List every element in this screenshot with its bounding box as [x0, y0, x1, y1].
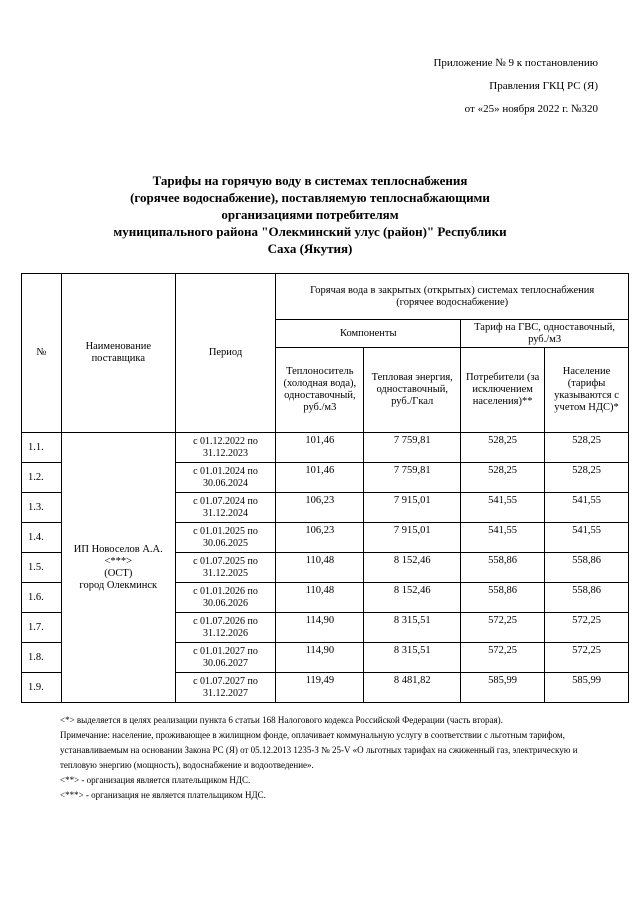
title-line: организациями потребителям	[221, 207, 399, 222]
footnotes	[60, 713, 605, 803]
thermal-energy-value: 8 152,46	[364, 583, 461, 613]
thermal-energy-value: 7 915,01	[364, 523, 461, 553]
col-header-tariff: Тариф на ГВС, одноставочный, руб./м3	[461, 320, 629, 348]
coolant-value: 114,90	[276, 613, 364, 643]
coolant-value: 101,46	[276, 433, 364, 463]
appendix-line: Приложение № 9 к постановлению	[433, 57, 598, 69]
thermal-energy-value: 8 152,46	[364, 553, 461, 583]
authority-line: Правления ГКЦ РС (Я)	[489, 80, 598, 92]
consumers-tariff: 572,25	[461, 613, 545, 643]
resolution-date-line: от «25» ноября 2022 г. №320	[464, 103, 598, 115]
col-header-population: Население (тарифы указываются с учетом НДС)*	[545, 348, 629, 433]
population-tariff: 558,86	[545, 583, 629, 613]
footnote-vat-payer: <**> - организация является плательщиком НДС.	[60, 775, 251, 785]
row-number: 1.1.	[22, 433, 62, 463]
supplier-marker: <***>	[104, 555, 133, 567]
thermal-energy-value: 7 759,81	[364, 433, 461, 463]
period-start: с 01.07.2026 по	[193, 615, 258, 627]
period-cell	[175, 463, 276, 493]
thermal-energy-value: 7 915,01	[364, 493, 461, 523]
period-start: с 01.01.2024 по	[193, 465, 258, 477]
period-start: с 01.01.2026 по	[193, 585, 258, 597]
consumers-tariff: 528,25	[461, 433, 545, 463]
row-number: 1.7.	[22, 613, 62, 643]
consumers-tariff: 541,55	[461, 493, 545, 523]
supplier-cell	[61, 433, 175, 703]
consumers-tariff: 528,25	[461, 463, 545, 493]
population-tariff: 528,25	[545, 433, 629, 463]
row-number: 1.2.	[22, 463, 62, 493]
col-header-thermal-energy: Тепловая энергия, одноставочный, руб./Гкал	[364, 348, 461, 433]
row-number: 1.9.	[22, 673, 62, 703]
tariff-table	[21, 273, 629, 703]
population-tariff: 558,86	[545, 553, 629, 583]
consumers-tariff: 558,86	[461, 583, 545, 613]
row-number: 1.3.	[22, 493, 62, 523]
period-start: с 01.12.2022 по	[193, 435, 258, 447]
table-row	[22, 433, 629, 463]
population-tariff: 585,99	[545, 673, 629, 703]
supplier-tax-system: (ОСТ)	[104, 567, 133, 579]
row-number: 1.6.	[22, 583, 62, 613]
consumers-tariff: 541,55	[461, 523, 545, 553]
coolant-value: 114,90	[276, 643, 364, 673]
thermal-energy-value: 8 315,51	[364, 613, 461, 643]
population-tariff: 572,25	[545, 643, 629, 673]
col-header-num: №	[22, 274, 62, 433]
title-line: муниципального района "Олекминский улус (район)" Республики	[113, 224, 507, 239]
col-header-supplier: Наименование поставщика	[61, 274, 175, 433]
period-end: 31.12.2026	[203, 627, 249, 639]
period-end: 30.06.2026	[203, 597, 249, 609]
thermal-energy-value: 7 759,81	[364, 463, 461, 493]
period-end: 31.12.2025	[203, 567, 249, 579]
period-end: 31.12.2024	[203, 507, 249, 519]
col-header-components: Компоненты	[276, 320, 461, 348]
col-header-group: Горячая вода в закрытых (открытых) системах теплоснабжения (горячее водоснабжение)	[276, 274, 629, 320]
population-tariff: 541,55	[545, 523, 629, 553]
period-cell	[175, 583, 276, 613]
footnote-vat: <*> выделяется в целях реализации пункта 6 статьи 168 Налогового кодекса Российской Федерации (часть вторая).	[60, 715, 503, 725]
appendix-header	[278, 52, 598, 121]
footnote-population-note: Примечание: население, проживающее в жилищном фонде, оплачивает коммунальную услугу в соответствии с льготным тарифом, устанавливаемым на основании Закона РС (Я) от 05.12.2013 1235-З № 25-V «О льготных тарифах на сжиженный газ, электрическую и тепловую энергию (мощность), водоснабжение и водоотведение».	[60, 730, 578, 770]
title-line: (горячее водоснабжение), поставляемую теплоснабжающими	[130, 190, 490, 205]
supplier-name: ИП Новоселов А.А.	[73, 543, 163, 555]
period-cell	[175, 553, 276, 583]
title-line: Саха (Якутия)	[267, 241, 353, 256]
coolant-value: 106,23	[276, 523, 364, 553]
coolant-value: 110,48	[276, 583, 364, 613]
population-tariff: 572,25	[545, 613, 629, 643]
col-header-consumers: Потребители (за исключением населения)**	[461, 348, 545, 433]
footnote-non-vat-payer: <***> - организация не является плательщиком НДС.	[60, 790, 266, 800]
thermal-energy-value: 8 481,82	[364, 673, 461, 703]
period-cell	[175, 613, 276, 643]
consumers-tariff: 585,99	[461, 673, 545, 703]
col-header-coolant: Теплоноситель (холодная вода), одноставочный, руб./м3	[276, 348, 364, 433]
period-end: 31.12.2023	[203, 447, 249, 459]
period-cell	[175, 673, 276, 703]
period-cell	[175, 643, 276, 673]
period-start: с 01.01.2027 по	[193, 645, 258, 657]
population-tariff: 528,25	[545, 463, 629, 493]
period-cell	[175, 523, 276, 553]
row-number: 1.4.	[22, 523, 62, 553]
period-end: 30.06.2025	[203, 537, 249, 549]
row-number: 1.8.	[22, 643, 62, 673]
row-number: 1.5.	[22, 553, 62, 583]
period-end: 30.06.2027	[203, 657, 249, 669]
period-cell	[175, 493, 276, 523]
population-tariff: 541,55	[545, 493, 629, 523]
consumers-tariff: 558,86	[461, 553, 545, 583]
coolant-value: 101,46	[276, 463, 364, 493]
period-end: 31.12.2027	[203, 687, 249, 699]
supplier-city: город Олекминск	[79, 579, 158, 591]
coolant-value: 106,23	[276, 493, 364, 523]
thermal-energy-value: 8 315,51	[364, 643, 461, 673]
coolant-value: 119,49	[276, 673, 364, 703]
coolant-value: 110,48	[276, 553, 364, 583]
consumers-tariff: 572,25	[461, 643, 545, 673]
period-start: с 01.01.2025 по	[193, 525, 258, 537]
period-cell	[175, 433, 276, 463]
document-title	[60, 172, 560, 257]
col-header-period: Период	[175, 274, 276, 433]
period-end: 30.06.2024	[203, 477, 249, 489]
period-start: с 01.07.2027 по	[193, 675, 258, 687]
period-start: с 01.07.2024 по	[193, 495, 258, 507]
period-start: с 01.07.2025 по	[193, 555, 258, 567]
title-line: Тарифы на горячую воду в системах теплоснабжения	[152, 173, 468, 188]
header-row	[22, 274, 629, 320]
